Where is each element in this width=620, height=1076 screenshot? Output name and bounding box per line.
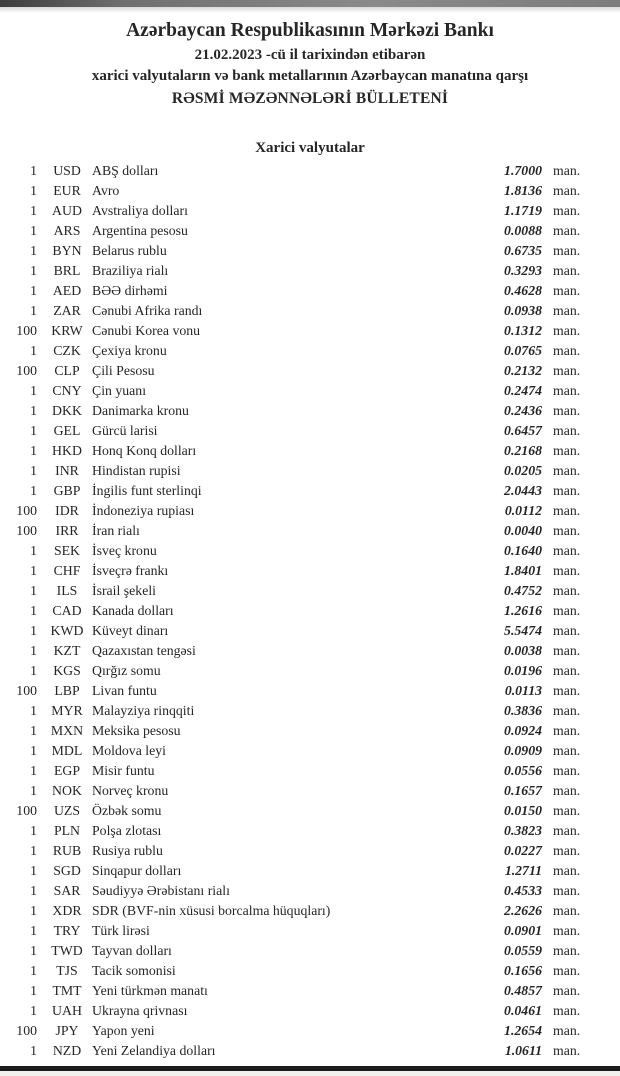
rate-row xyxy=(0,721,620,741)
currency-name: Çili Pesosu xyxy=(92,363,155,378)
currency-code: XDR xyxy=(52,903,82,918)
rate-row xyxy=(0,221,620,241)
quantity: 1 xyxy=(30,483,37,498)
quantity: 1 xyxy=(30,463,37,478)
rate-row xyxy=(0,701,620,721)
currency-name: Kanada dolları xyxy=(92,603,174,618)
rate-row xyxy=(0,881,620,901)
unit-label: man. xyxy=(553,263,581,278)
unit-label: man. xyxy=(553,683,581,698)
currency-name: Qırğız somu xyxy=(92,663,161,678)
unit-label: man. xyxy=(553,163,581,178)
unit-label: man. xyxy=(553,743,581,758)
currency-name: Moldova leyi xyxy=(92,743,166,758)
unit-label: man. xyxy=(553,923,581,938)
unit-label: man. xyxy=(553,443,581,458)
unit-label: man. xyxy=(553,823,581,838)
rate-row xyxy=(0,461,620,481)
rate-value: 0.0765 xyxy=(504,343,542,358)
quantity: 1 xyxy=(30,783,37,798)
unit-label: man. xyxy=(553,223,581,238)
rate-row xyxy=(0,961,620,981)
unit-label: man. xyxy=(553,423,581,438)
currency-name: Çexiya kronu xyxy=(92,343,167,358)
currency-code: SEK xyxy=(53,543,81,558)
currency-name: Norveç kronu xyxy=(92,783,169,798)
currency-code: IDR xyxy=(55,503,79,518)
rate-row xyxy=(0,741,620,761)
unit-label: man. xyxy=(553,703,581,718)
quantity: 1 xyxy=(30,563,37,578)
currency-code: BRL xyxy=(53,263,81,278)
rate-row xyxy=(0,641,620,661)
unit-label: man. xyxy=(553,563,581,578)
currency-name: Çin yuanı xyxy=(92,383,147,398)
currency-name: Türk lirəsi xyxy=(92,923,150,938)
currency-name: Misir funtu xyxy=(92,763,155,778)
quantity: 1 xyxy=(30,703,37,718)
rate-row xyxy=(0,421,620,441)
rate-value: 0.1640 xyxy=(504,543,542,558)
rate-row xyxy=(0,181,620,201)
quantity: 1 xyxy=(30,843,37,858)
quantity: 1 xyxy=(30,183,37,198)
unit-label: man. xyxy=(553,463,581,478)
unit-label: man. xyxy=(553,903,581,918)
rate-value: 0.4533 xyxy=(504,883,542,898)
quantity: 1 xyxy=(30,923,37,938)
quantity: 1 xyxy=(30,403,37,418)
rate-row xyxy=(0,361,620,381)
currency-code: PLN xyxy=(53,823,81,838)
quantity: 100 xyxy=(16,1023,37,1038)
rate-row xyxy=(0,281,620,301)
unit-label: man. xyxy=(553,643,581,658)
currency-code: EGP xyxy=(53,763,81,778)
quantity: 1 xyxy=(30,823,37,838)
quantity: 100 xyxy=(16,683,37,698)
quantity: 1 xyxy=(30,543,37,558)
currency-code: LBP xyxy=(54,683,80,698)
rate-row xyxy=(0,401,620,421)
rate-value: 0.1312 xyxy=(504,323,542,338)
currency-name: Səudiyyə Ərəbistanı rialı xyxy=(92,883,230,898)
currency-code: CLP xyxy=(54,363,80,378)
quantity: 1 xyxy=(30,763,37,778)
rate-row xyxy=(0,541,620,561)
unit-label: man. xyxy=(553,943,581,958)
rate-value: 1.8136 xyxy=(504,183,542,198)
quantity: 1 xyxy=(30,663,37,678)
currency-code: TWD xyxy=(51,943,83,958)
currency-code: TMT xyxy=(52,983,82,998)
rate-value: 0.0924 xyxy=(504,723,542,738)
rate-value: 0.0909 xyxy=(504,743,542,758)
rate-value: 0.0205 xyxy=(504,463,542,478)
quantity: 1 xyxy=(30,883,37,898)
currency-code: NZD xyxy=(52,1043,82,1058)
effective-date-line: 21.02.2023 -cü il tarixindən etibarən xyxy=(194,47,426,63)
bulletin-title: RƏSMİ MƏZƏNNƏLƏRİ BÜLLETENİ xyxy=(171,90,449,107)
quantity: 1 xyxy=(30,583,37,598)
currency-name: Qazaxıstan tengəsi xyxy=(92,643,196,658)
quantity: 1 xyxy=(30,383,37,398)
rate-value: 0.3836 xyxy=(504,703,542,718)
currency-name: Braziliya rialı xyxy=(92,263,169,278)
rate-value: 0.0040 xyxy=(504,523,542,538)
rate-row xyxy=(0,321,620,341)
currency-code: ILS xyxy=(56,583,78,598)
scan-top-edge xyxy=(0,0,620,7)
rate-row xyxy=(0,201,620,221)
unit-label: man. xyxy=(553,363,581,378)
currency-name: Livan funtu xyxy=(92,683,157,698)
unit-label: man. xyxy=(553,343,581,358)
scan-bottom-margin xyxy=(0,1071,620,1076)
quantity: 100 xyxy=(16,503,37,518)
rate-value: 1.0611 xyxy=(504,1043,542,1058)
rate-row xyxy=(0,921,620,941)
unit-label: man. xyxy=(553,1043,581,1058)
quantity: 1 xyxy=(30,643,37,658)
rate-value: 0.6457 xyxy=(504,423,542,438)
quantity: 1 xyxy=(30,943,37,958)
currency-name: ABŞ dolları xyxy=(92,163,159,178)
quantity: 1 xyxy=(30,1043,37,1058)
bank-name: Azərbaycan Respublikasının Mərkəzi Bankı xyxy=(126,20,494,41)
rate-value: 0.2132 xyxy=(504,363,542,378)
unit-label: man. xyxy=(553,403,581,418)
quantity: 1 xyxy=(30,163,37,178)
quantity: 1 xyxy=(30,963,37,978)
rate-row xyxy=(0,341,620,361)
currency-code: UZS xyxy=(53,803,81,818)
quantity: 1 xyxy=(30,743,37,758)
unit-label: man. xyxy=(553,1023,581,1038)
unit-label: man. xyxy=(553,763,581,778)
rate-row xyxy=(0,761,620,781)
currency-name: İndoneziya rupiası xyxy=(92,503,195,518)
currency-code: KZT xyxy=(53,643,81,658)
rate-row xyxy=(0,681,620,701)
unit-label: man. xyxy=(553,383,581,398)
unit-label: man. xyxy=(553,183,581,198)
currency-name: Gürcü larisi xyxy=(92,423,158,438)
unit-label: man. xyxy=(553,543,581,558)
unit-label: man. xyxy=(553,323,581,338)
currency-name: Avstraliya dolları xyxy=(92,203,188,218)
unit-label: man. xyxy=(553,243,581,258)
currency-name: İran rialı xyxy=(92,523,140,538)
unit-label: man. xyxy=(553,283,581,298)
currency-code: SAR xyxy=(53,883,81,898)
unit-label: man. xyxy=(553,843,581,858)
unit-label: man. xyxy=(553,883,581,898)
unit-label: man. xyxy=(553,963,581,978)
rate-value: 1.1719 xyxy=(504,203,542,218)
quantity: 1 xyxy=(30,983,37,998)
currency-code: ARS xyxy=(53,223,81,238)
rate-value: 0.0461 xyxy=(504,1003,542,1018)
rate-row xyxy=(0,1001,620,1021)
quantity: 100 xyxy=(16,803,37,818)
currency-code: CAD xyxy=(52,603,82,618)
rate-row xyxy=(0,601,620,621)
unit-label: man. xyxy=(553,483,581,498)
quantity: 1 xyxy=(30,1003,37,1018)
currency-name: Ukrayna qrivnası xyxy=(92,1003,188,1018)
currency-name: BƏƏ dirhəmi xyxy=(92,283,168,298)
currency-code: AUD xyxy=(52,203,82,218)
quantity: 1 xyxy=(30,443,37,458)
rate-row xyxy=(0,481,620,501)
rate-row xyxy=(0,521,620,541)
currency-name: Yeni Zelandiya dolları xyxy=(92,1043,216,1058)
currency-name: Özbək somu xyxy=(92,803,162,818)
section-title-foreign-currencies: Xarici valyutalar xyxy=(255,140,365,156)
currency-code: ZAR xyxy=(53,303,81,318)
quantity: 1 xyxy=(30,723,37,738)
unit-label: man. xyxy=(553,603,581,618)
rate-value: 0.2436 xyxy=(504,403,542,418)
rate-row xyxy=(0,241,620,261)
currency-name: Yapon yeni xyxy=(92,1023,155,1038)
rate-value: 1.2654 xyxy=(504,1023,542,1038)
rate-value: 1.7000 xyxy=(504,163,542,178)
quantity: 1 xyxy=(30,303,37,318)
currency-code: KGS xyxy=(53,663,81,678)
rate-row xyxy=(0,1021,620,1041)
currency-code: DKK xyxy=(52,403,82,418)
currency-code: JPY xyxy=(55,1023,79,1038)
rate-value: 0.0038 xyxy=(504,643,542,658)
rate-value: 0.0901 xyxy=(504,923,542,938)
rates-table xyxy=(0,161,620,1061)
rate-row xyxy=(0,561,620,581)
currency-code: MYR xyxy=(51,703,83,718)
currency-name: Hindistan rupisi xyxy=(92,463,181,478)
currency-name: Honq Konq dolları xyxy=(92,443,197,458)
rate-value: 0.0227 xyxy=(504,843,542,858)
currency-name: Malayziya rinqqiti xyxy=(92,703,195,718)
currency-code: INR xyxy=(55,463,79,478)
currency-code: CZK xyxy=(53,343,81,358)
currency-name: İngilis funt sterlinqi xyxy=(92,483,202,498)
quantity: 100 xyxy=(16,523,37,538)
quantity: 1 xyxy=(30,203,37,218)
bulletin-header xyxy=(0,0,620,110)
rate-row xyxy=(0,901,620,921)
currency-name: Cənubi Afrika randı xyxy=(92,303,203,318)
rate-row xyxy=(0,301,620,321)
currency-name: İsveçrə frankı xyxy=(92,563,169,578)
currency-code: KWD xyxy=(50,623,84,638)
currency-code: RUB xyxy=(52,843,82,858)
currency-code: CNY xyxy=(52,383,82,398)
currency-name: Meksika pesosu xyxy=(92,723,181,738)
currency-code: GBP xyxy=(53,483,81,498)
unit-label: man. xyxy=(553,503,581,518)
rate-row xyxy=(0,941,620,961)
unit-label: man. xyxy=(553,723,581,738)
currency-name: Küveyt dinarı xyxy=(92,623,169,638)
rate-value: 0.0556 xyxy=(504,763,542,778)
rate-row xyxy=(0,381,620,401)
currency-name: Argentina pesosu xyxy=(92,223,188,238)
currency-code: GEL xyxy=(53,423,81,438)
quantity: 1 xyxy=(30,623,37,638)
currency-code: CHF xyxy=(53,563,81,578)
currency-code: SGD xyxy=(53,863,81,878)
rate-value: 0.1656 xyxy=(504,963,542,978)
rate-value: 2.0443 xyxy=(504,483,542,498)
rate-value: 0.0196 xyxy=(504,663,542,678)
unit-label: man. xyxy=(553,783,581,798)
currency-name: Danimarka kronu xyxy=(92,403,189,418)
rate-value: 0.6735 xyxy=(504,243,542,258)
rate-value: 0.0088 xyxy=(504,223,542,238)
currency-name: SDR (BVF-nin xüsusi borcalma hüquqları) xyxy=(92,903,331,918)
rate-row xyxy=(0,841,620,861)
currency-name: Cənubi Korea vonu xyxy=(92,323,201,338)
rate-value: 1.2616 xyxy=(504,603,542,618)
rate-row xyxy=(0,821,620,841)
currency-code: KRW xyxy=(51,323,83,338)
rate-value: 0.1657 xyxy=(504,783,542,798)
rate-row xyxy=(0,501,620,521)
rate-row xyxy=(0,621,620,641)
unit-label: man. xyxy=(553,623,581,638)
currency-name: Rusiya rublu xyxy=(92,843,163,858)
unit-label: man. xyxy=(553,983,581,998)
rate-row xyxy=(0,861,620,881)
rate-value: 0.2474 xyxy=(504,383,542,398)
currency-code: MDL xyxy=(51,743,83,758)
currency-name: Tacik somonisi xyxy=(92,963,176,978)
quantity: 1 xyxy=(30,283,37,298)
scan-top-edge-fade xyxy=(0,7,620,13)
currency-code: NOK xyxy=(52,783,82,798)
quantity: 1 xyxy=(30,263,37,278)
currency-code: MXN xyxy=(50,723,84,738)
quantity: 1 xyxy=(30,603,37,618)
currency-code: USD xyxy=(53,163,81,178)
rate-value: 0.2168 xyxy=(504,443,542,458)
unit-label: man. xyxy=(553,303,581,318)
rate-row xyxy=(0,581,620,601)
currency-code: UAH xyxy=(52,1003,82,1018)
quantity: 1 xyxy=(30,423,37,438)
rate-value: 2.2626 xyxy=(504,903,542,918)
rate-value: 5.5474 xyxy=(504,623,542,638)
rate-row xyxy=(0,261,620,281)
unit-label: man. xyxy=(553,1003,581,1018)
unit-label: man. xyxy=(553,523,581,538)
quantity: 100 xyxy=(16,363,37,378)
rate-value: 0.0938 xyxy=(504,303,542,318)
currency-name: Sinqapur dolları xyxy=(92,863,182,878)
unit-label: man. xyxy=(553,663,581,678)
currency-name: Yeni türkmən manatı xyxy=(92,983,208,998)
rate-row xyxy=(0,661,620,681)
unit-label: man. xyxy=(553,863,581,878)
currency-code: BYN xyxy=(52,243,82,258)
unit-label: man. xyxy=(553,583,581,598)
quantity: 1 xyxy=(30,223,37,238)
currency-code: TJS xyxy=(56,963,78,978)
currency-name: Belarus rublu xyxy=(92,243,167,258)
rate-row xyxy=(0,981,620,1001)
currency-code: IRR xyxy=(55,523,79,538)
rate-row xyxy=(0,1041,620,1061)
rate-value: 0.0150 xyxy=(504,803,542,818)
currency-code: EUR xyxy=(53,183,81,198)
quantity: 1 xyxy=(30,863,37,878)
rate-value: 0.0112 xyxy=(504,503,542,518)
rate-row xyxy=(0,801,620,821)
currency-name: Avro xyxy=(92,183,120,198)
rate-value: 0.4628 xyxy=(504,283,542,298)
rate-value: 1.8401 xyxy=(504,563,542,578)
unit-label: man. xyxy=(553,203,581,218)
rate-value: 0.4857 xyxy=(504,983,542,998)
quantity: 100 xyxy=(16,323,37,338)
currency-name: İsveç kronu xyxy=(92,543,157,558)
quantity: 1 xyxy=(30,343,37,358)
rate-value: 1.2711 xyxy=(504,863,542,878)
rate-value: 0.3823 xyxy=(504,823,542,838)
rate-value: 0.0113 xyxy=(504,683,542,698)
rate-value: 0.3293 xyxy=(504,263,542,278)
rate-value: 0.0559 xyxy=(504,943,542,958)
currency-code: HKD xyxy=(52,443,82,458)
rate-row xyxy=(0,161,620,181)
currency-name: Tayvan dolları xyxy=(92,943,172,958)
unit-label: man. xyxy=(553,803,581,818)
currency-code: AED xyxy=(52,283,82,298)
rate-row xyxy=(0,781,620,801)
currency-name: Polşa zlotası xyxy=(92,823,162,838)
currency-code: TRY xyxy=(53,923,81,938)
rate-value: 0.4752 xyxy=(504,583,542,598)
quantity: 1 xyxy=(30,903,37,918)
currency-name: İsrail şekeli xyxy=(92,583,156,598)
rate-row xyxy=(0,441,620,461)
bulletin-subtitle: xarici valyutaların və bank metallarının Azərbaycan manatına qarşı xyxy=(91,68,529,84)
quantity: 1 xyxy=(30,243,37,258)
